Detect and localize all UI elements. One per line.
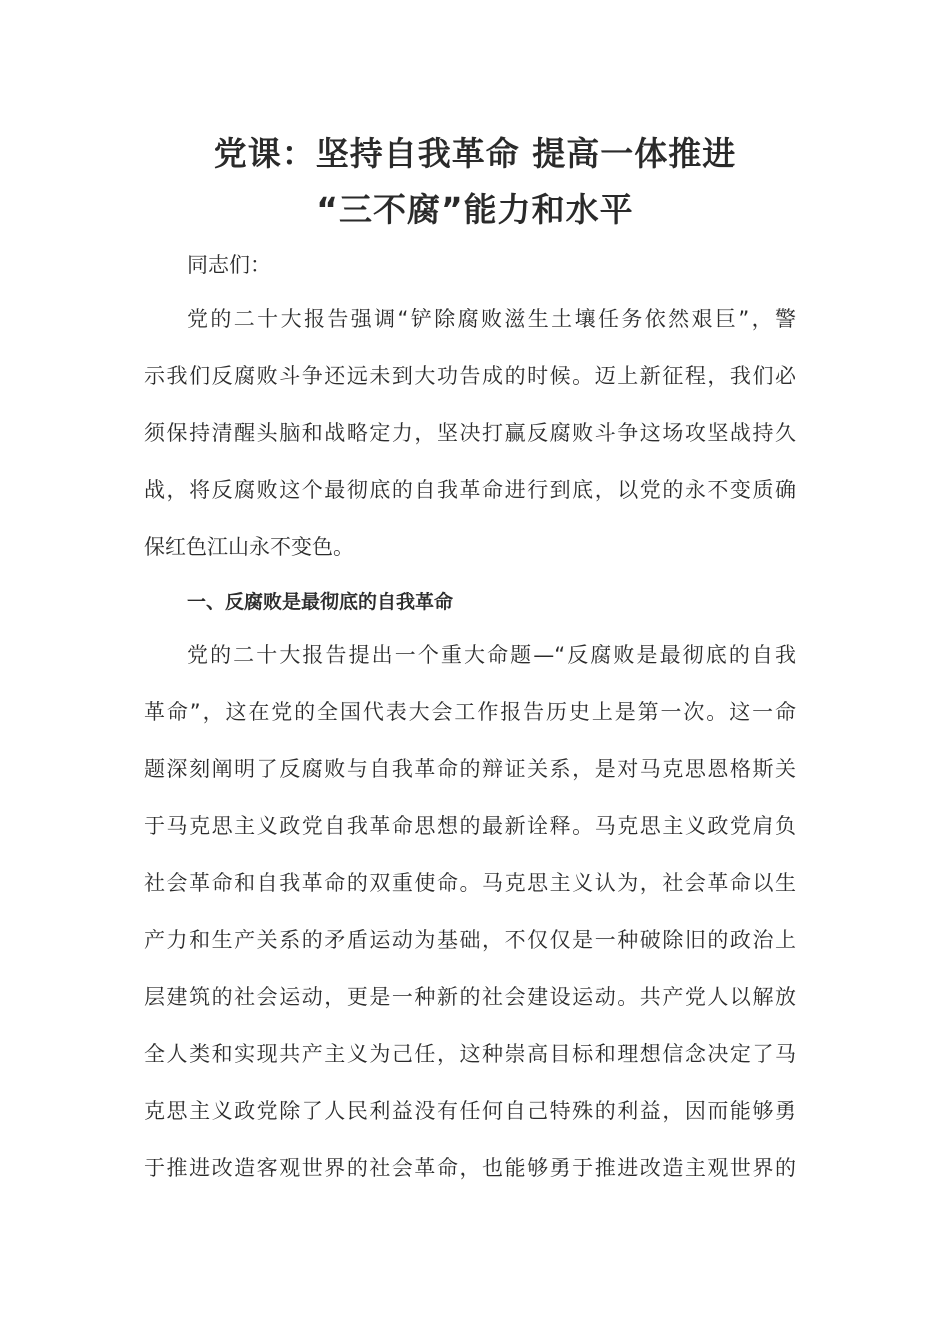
paragraph-1-line: 战，将反腐败这个最彻底的自我革命进行到底，以党的永不变质确: [144, 478, 796, 502]
paragraph-2-line: 克思主义政党除了人民利益没有任何自己特殊的利益，因而能够勇: [144, 1099, 796, 1123]
paragraph-2-line: 社会革命和自我革命的双重使命。马克思主义认为，社会革命以生: [144, 871, 796, 895]
document-title-line-2: “三不腐”能力和水平: [316, 190, 634, 229]
paragraph-2-line: 党的二十大报告提出一个重大命题—“反腐败是最彻底的自我: [187, 643, 796, 667]
paragraph-1-line: 保红色江山永不变色。: [144, 535, 354, 559]
section-heading: 一、反腐败是最彻底的自我革命: [187, 591, 454, 613]
salutation: 同志们：: [187, 253, 271, 277]
paragraph-2-line: 革命”，这在党的全国代表大会工作报告历史上是第一次。这一命: [144, 700, 796, 724]
paragraph-1-line: 党的二十大报告强调“铲除腐败滋生土壤任务依然艰巨”，警: [187, 307, 796, 331]
paragraph-2-line: 全人类和实现共产主义为己任，这种崇高目标和理想信念决定了马: [144, 1042, 796, 1066]
paragraph-2-line: 层建筑的社会运动，更是一种新的社会建设运动。共产党人以解放: [144, 985, 796, 1009]
document-title-line-1: 党课：坚持自我革命 提高一体推进: [213, 134, 737, 173]
paragraph-1-line: 示我们反腐败斗争还远未到大功告成的时候。迈上新征程，我们必: [144, 364, 796, 388]
paragraph-2-line: 于马克思主义政党自我革命思想的最新诠释。马克思主义政党肩负: [144, 814, 796, 838]
paragraph-2-line: 于推进改造客观世界的社会革命，也能够勇于推进改造主观世界的: [144, 1156, 796, 1180]
paragraph-2-line: 题深刻阐明了反腐败与自我革命的辩证关系，是对马克思恩格斯关: [144, 757, 796, 781]
paragraph-2-line: 产力和生产关系的矛盾运动为基础，不仅仅是一种破除旧的政治上: [144, 928, 796, 952]
paragraph-1-line: 须保持清醒头脑和战略定力，坚决打赢反腐败斗争这场攻坚战持久: [144, 421, 796, 445]
